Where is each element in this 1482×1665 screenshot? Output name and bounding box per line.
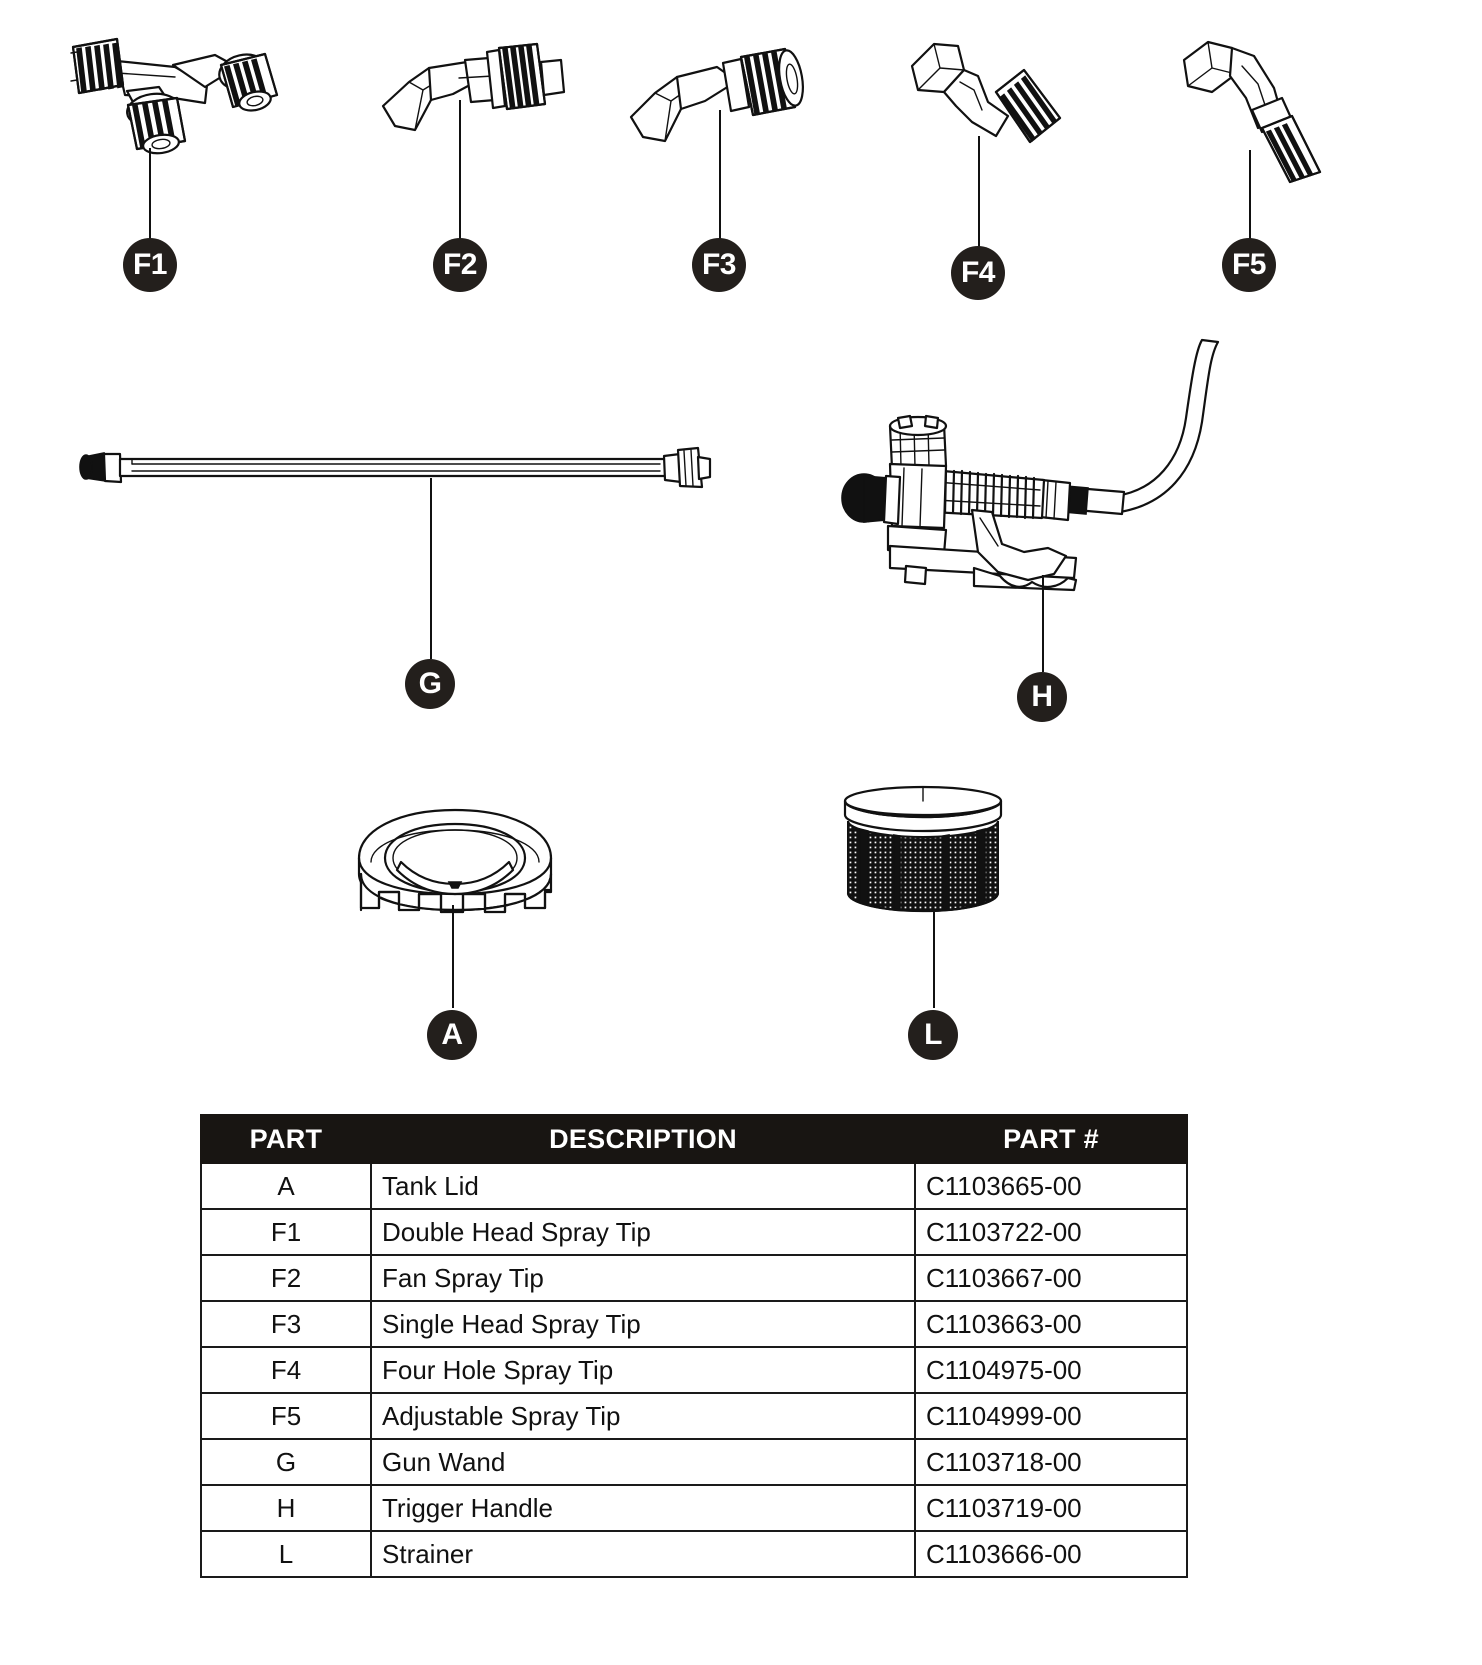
cell-part-number: C1104999-00 [915,1393,1187,1439]
cell-part-number: C1103665-00 [915,1163,1187,1209]
table-row [201,1209,1187,1255]
parts-table-body [201,1163,1187,1577]
part-drawing-a [345,800,565,918]
cell-part-number: C1103666-00 [915,1531,1187,1577]
callout-label-g: G [418,667,442,700]
table-header-row [201,1115,1187,1163]
leader-line-g [430,478,432,659]
header-description: DESCRIPTION [371,1115,915,1163]
table-row [201,1347,1187,1393]
leader-line-f3 [719,110,721,240]
leader-line-h [1042,575,1044,672]
callout-label-h: H [1031,680,1053,713]
leader-line-a [452,905,454,1008]
leader-line-f1 [149,148,151,240]
cell-part: F4 [201,1347,371,1393]
callout-f1 [123,238,177,292]
cell-description: Four Hole Spray Tip [371,1347,915,1393]
part-drawing-f2 [375,38,565,148]
part-drawing-f1 [55,25,285,155]
cell-description: Adjustable Spray Tip [371,1393,915,1439]
part-drawing-l [838,785,1008,915]
callout-label-f1: F1 [132,248,167,281]
callout-a [427,1010,477,1060]
cell-description: Gun Wand [371,1439,915,1485]
header-part-number: PART # [915,1115,1187,1163]
callout-f5 [1222,238,1276,292]
table-row [201,1531,1187,1577]
leader-line-f2 [459,100,461,240]
callout-label-l: L [924,1018,942,1051]
cell-description: Fan Spray Tip [371,1255,915,1301]
table-row [201,1393,1187,1439]
cell-part: G [201,1439,371,1485]
cell-part: H [201,1485,371,1531]
cell-part-number: C1103663-00 [915,1301,1187,1347]
callout-label-f5: F5 [1231,248,1266,281]
cell-part: F3 [201,1301,371,1347]
header-part: PART [201,1115,371,1163]
cell-description: Trigger Handle [371,1485,915,1531]
cell-part-number: C1103719-00 [915,1485,1187,1531]
leader-line-f4 [978,136,980,248]
cell-part: F5 [201,1393,371,1439]
leader-line-l [933,912,935,1008]
table-row [201,1255,1187,1301]
callout-f3 [692,238,746,292]
cell-part: F1 [201,1209,371,1255]
cell-part-number: C1104975-00 [915,1347,1187,1393]
callout-f4 [951,246,1005,300]
cell-part: F2 [201,1255,371,1301]
callout-label-f2: F2 [442,248,477,281]
callout-h [1017,672,1067,722]
part-drawing-f4 [900,30,1060,160]
table-row [201,1301,1187,1347]
cell-part: A [201,1163,371,1209]
part-drawing-g [80,445,710,490]
table-row [201,1439,1187,1485]
cell-part-number: C1103722-00 [915,1209,1187,1255]
part-drawing-h [880,340,1230,590]
cell-part-number: C1103718-00 [915,1439,1187,1485]
cell-description: Strainer [371,1531,915,1577]
part-drawing-f5 [1170,32,1325,182]
table-row [201,1163,1187,1209]
parts-table [200,1114,1188,1578]
callout-label-f4: F4 [960,256,995,289]
callout-label-a: A [441,1018,463,1051]
cell-description: Single Head Spray Tip [371,1301,915,1347]
leader-line-f5 [1249,150,1251,240]
cell-description: Tank Lid [371,1163,915,1209]
cell-part-number: C1103667-00 [915,1255,1187,1301]
callout-l [908,1010,958,1060]
callout-g [405,659,455,709]
callout-label-f3: F3 [701,248,736,281]
table-row [201,1485,1187,1531]
parts-table-head [201,1115,1187,1163]
part-drawing-f3 [625,45,810,155]
cell-part: L [201,1531,371,1577]
cell-description: Double Head Spray Tip [371,1209,915,1255]
callout-f2 [433,238,487,292]
